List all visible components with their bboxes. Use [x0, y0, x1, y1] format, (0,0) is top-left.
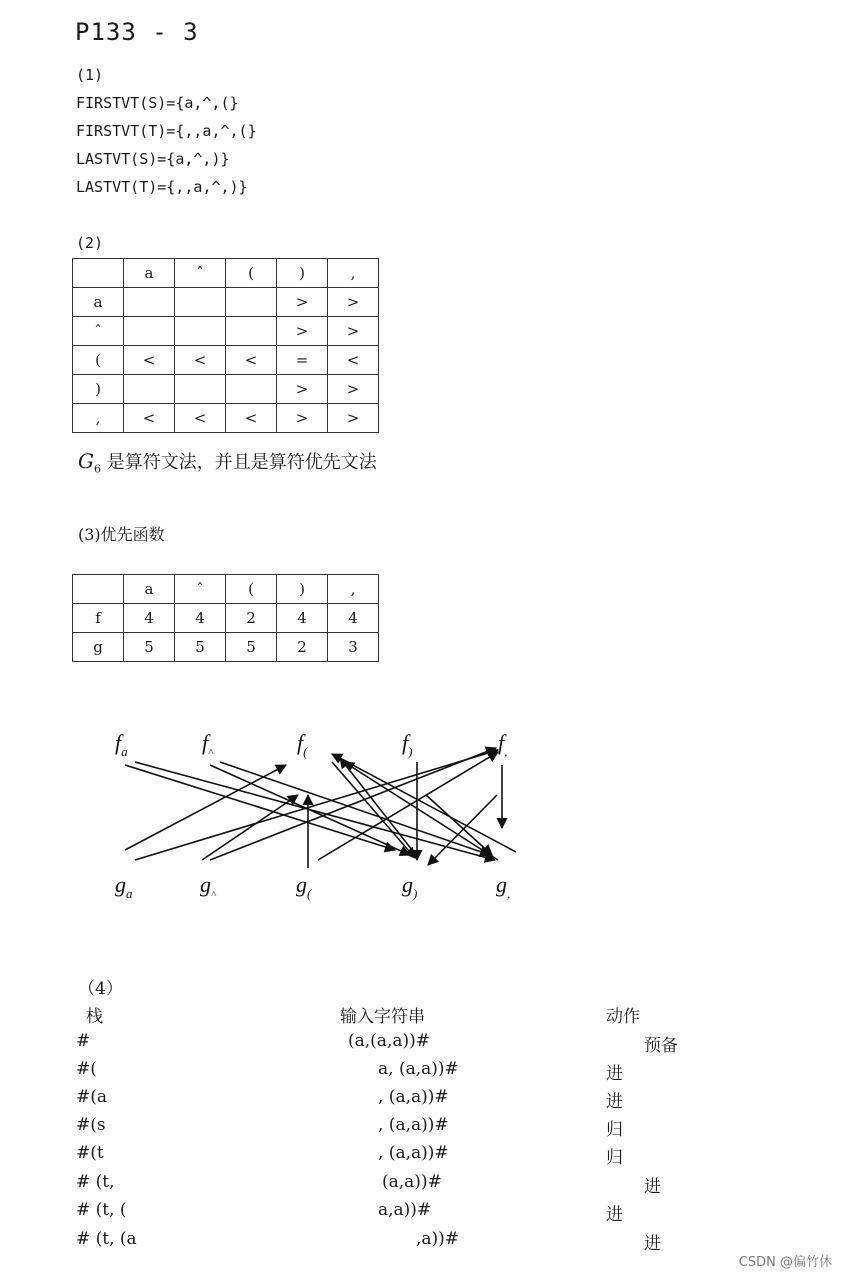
table-cell: g: [73, 633, 124, 662]
graph-nodes: [115, 730, 510, 901]
table-cell: 2: [277, 633, 328, 662]
table-cell: >: [277, 317, 328, 346]
step-action: 预备: [644, 1036, 678, 1056]
table-cell: (: [226, 259, 277, 288]
step-action: 归: [606, 1120, 623, 1140]
table-cell: 4: [328, 604, 379, 633]
table-cell: <: [124, 346, 175, 375]
table-cell: <: [175, 346, 226, 375]
table-cell: 4: [124, 604, 175, 633]
table-cell: 5: [226, 633, 277, 662]
table-cell: 5: [124, 633, 175, 662]
step-stack: #: [76, 1031, 91, 1051]
table-cell: f: [73, 604, 124, 633]
graph-edge: [426, 795, 492, 855]
part4-label: （4）: [78, 979, 123, 999]
step-stack: # (t,: [76, 1172, 115, 1192]
table-cell: ): [277, 259, 328, 288]
table-cell: [175, 375, 226, 404]
table-cell: 2: [226, 604, 277, 633]
lastvt-s-line: LASTVT(S)={a,^,)}: [76, 150, 230, 168]
table-cell: [124, 317, 175, 346]
watermark: CSDN @偏竹休: [738, 1255, 832, 1270]
node-g-a: $g_a$: [115, 872, 133, 901]
header-action: 动作: [606, 1007, 640, 1027]
step-stack: #(t: [76, 1143, 104, 1163]
table-cell: >: [328, 288, 379, 317]
table-cell: [175, 288, 226, 317]
table-row: [73, 288, 379, 317]
table-cell: a: [124, 575, 175, 604]
grammar-subscript: 6: [93, 462, 101, 476]
table-cell: [73, 259, 124, 288]
table-cell: >: [328, 375, 379, 404]
table-cell: 3: [328, 633, 379, 662]
table-cell: ˆ: [73, 317, 124, 346]
node-g-caret: $g_{\^{}}$: [200, 872, 216, 901]
precedence-table: [72, 258, 379, 433]
table-cell: <: [226, 346, 277, 375]
table-cell: ˆ: [175, 575, 226, 604]
node-g-comma: $g_,$: [496, 872, 511, 901]
table-cell: [226, 317, 277, 346]
table-cell: a: [124, 259, 175, 288]
table-row: [73, 317, 379, 346]
table-cell: ,: [328, 259, 379, 288]
node-g-rparen: $g_)$: [402, 872, 418, 901]
step-stack: #(s: [76, 1115, 106, 1135]
step-input: a, (a,a))#: [378, 1059, 459, 1079]
step-input: a,a))#: [378, 1200, 432, 1220]
node-g-lparen: $g_($: [296, 872, 312, 901]
page-title: P133 - 3: [75, 18, 199, 46]
grammar-note: [78, 448, 377, 476]
table-row: [73, 346, 379, 375]
node-f-a: $f_a$: [115, 730, 128, 759]
step-action: 归: [606, 1148, 623, 1168]
table-cell: 4: [277, 604, 328, 633]
step-input: (a,a))#: [382, 1172, 442, 1192]
table-cell: ˆ: [175, 259, 226, 288]
firstvt-t-line: FIRSTVT(T)={,,a,^,(}: [76, 122, 257, 140]
table-cell: <: [124, 404, 175, 433]
table-cell: ,: [73, 404, 124, 433]
step-stack: #(: [76, 1059, 97, 1079]
table-cell: ,: [328, 575, 379, 604]
table-cell: 4: [175, 604, 226, 633]
step-input: , (a,a))#: [378, 1087, 449, 1107]
table-row: [73, 604, 379, 633]
table-cell: <: [175, 404, 226, 433]
part3-label: (3)优先函数: [78, 525, 165, 544]
header-input: 输入字符串: [340, 1007, 425, 1027]
step-action: 进: [644, 1234, 661, 1254]
step-stack: # (t, (a: [76, 1229, 137, 1249]
graph-edge: [135, 750, 498, 860]
table-cell: ): [277, 575, 328, 604]
graph-edges: [125, 748, 516, 868]
table-cell: [124, 288, 175, 317]
table-cell: >: [328, 404, 379, 433]
header-stack: 栈: [86, 1007, 103, 1027]
table-row: [73, 633, 379, 662]
step-action: 进: [606, 1064, 623, 1084]
step-input: (a,(a,a))#: [348, 1031, 430, 1051]
node-f-rparen: $f_)$: [402, 730, 413, 759]
precedence-function-table: [72, 574, 379, 662]
table-cell: [124, 375, 175, 404]
step-input: , (a,a))#: [378, 1115, 449, 1135]
table-header-row: [73, 575, 379, 604]
table-cell: [226, 288, 277, 317]
node-f-comma: $f_,$: [498, 730, 508, 759]
table-cell: (: [73, 346, 124, 375]
table-cell: [226, 375, 277, 404]
table-row: [73, 404, 379, 433]
grammar-symbol: G: [78, 449, 94, 473]
table-cell: =: [277, 346, 328, 375]
grammar-note-text: 是算符文法，并且是算符优先文法: [106, 452, 377, 473]
table-cell: a: [73, 288, 124, 317]
table-cell: >: [277, 288, 328, 317]
lastvt-t-line: LASTVT(T)={,,a,^,)}: [76, 178, 248, 196]
node-f-caret: $f_{\^{}}$: [202, 730, 213, 759]
precedence-function-graph: [100, 720, 540, 910]
step-input: ,a))#: [416, 1229, 460, 1249]
table-cell: <: [328, 346, 379, 375]
table-cell: >: [277, 404, 328, 433]
step-action: 进: [606, 1205, 623, 1225]
table-cell: 5: [175, 633, 226, 662]
node-f-lparen: $f_($: [297, 730, 308, 759]
table-cell: ): [73, 375, 124, 404]
table-cell: >: [277, 375, 328, 404]
step-stack: #(a: [76, 1087, 108, 1107]
table-cell: [73, 575, 124, 604]
step-input: , (a,a))#: [378, 1143, 449, 1163]
table-cell: <: [226, 404, 277, 433]
part2-label: (2): [76, 234, 104, 252]
table-cell: (: [226, 575, 277, 604]
table-header-row: [73, 259, 379, 288]
firstvt-s-line: FIRSTVT(S)={a,^,(}: [76, 94, 239, 112]
table-cell: >: [328, 317, 379, 346]
part1-label: (1): [76, 66, 104, 84]
table-row: [73, 375, 379, 404]
step-stack: # (t, (: [76, 1200, 127, 1220]
step-action: 进: [644, 1177, 661, 1197]
table-cell: [175, 317, 226, 346]
step-action: 进: [606, 1092, 623, 1112]
graph-edge: [135, 762, 495, 860]
